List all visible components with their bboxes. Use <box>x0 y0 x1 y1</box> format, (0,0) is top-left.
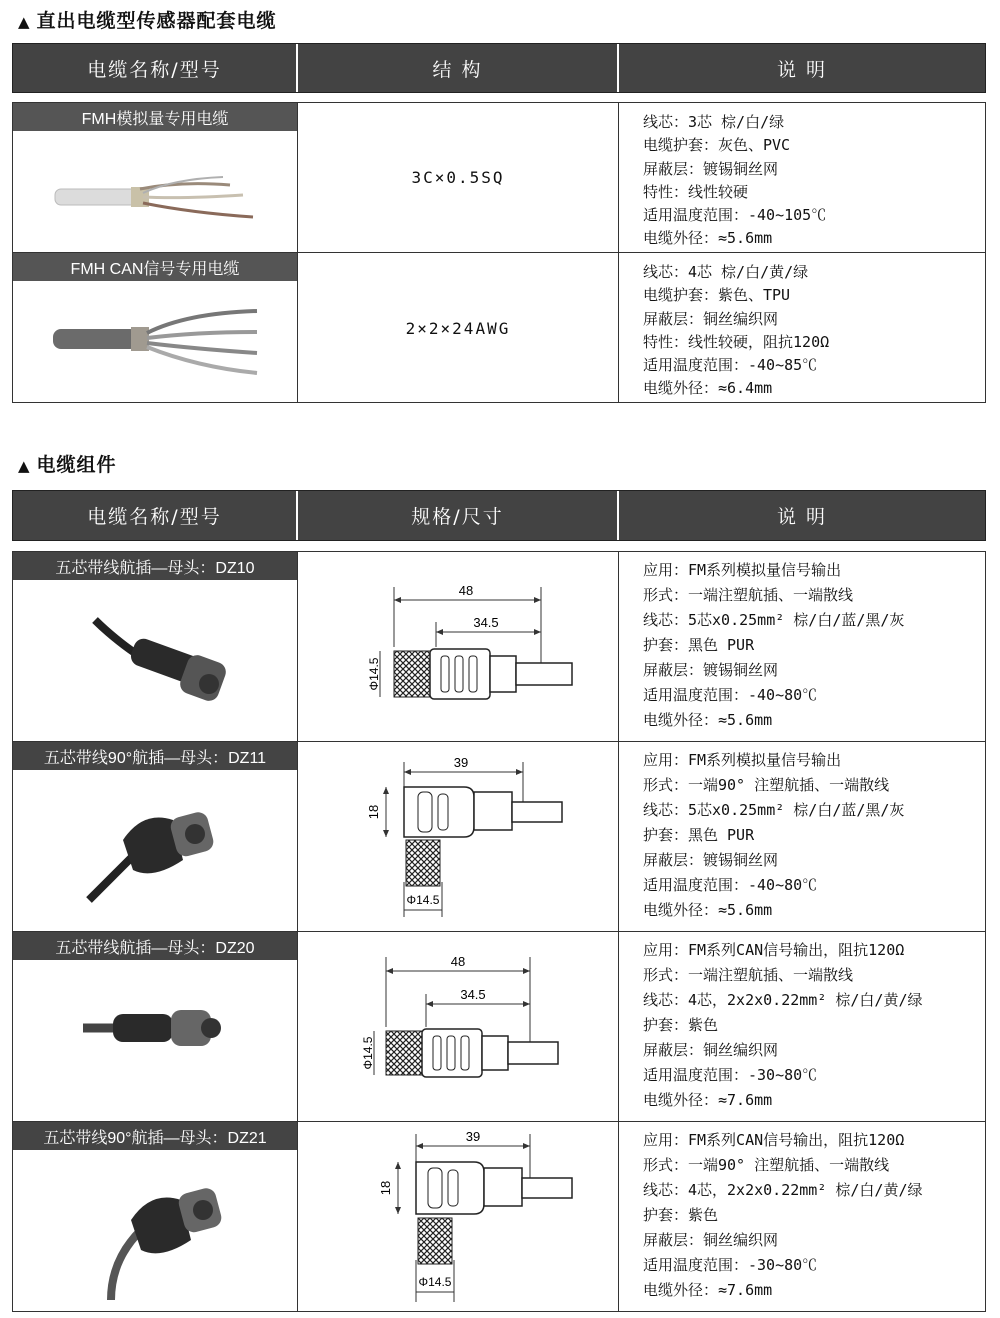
assembly-name: 五芯带线航插—母头：DZ10 <box>13 552 297 580</box>
cable-name: FMH CAN信号专用电缆 <box>13 253 297 281</box>
table-header-cable-assemblies <box>12 490 986 541</box>
table-row <box>13 1122 985 1312</box>
dim-overall: 39 <box>465 1129 481 1144</box>
assembly-description: 应用：FM系列模拟量信号输出 形式：一端90° 注塑航插、一端散线 线芯：5芯x0.25mm² 棕/白/蓝/黑/灰 护套：黑色 PUR 屏蔽层：镀锡铜丝网 适用温度范围：-40~80℃ 电缆外径：≈5.6mm <box>643 751 905 919</box>
dimension-drawing-dz11 <box>298 742 618 931</box>
triangle-icon: ▲ <box>18 457 31 475</box>
assembly-name: 五芯带线90°航插—母头：DZ11 <box>13 742 297 770</box>
header-dimensions: 规格/尺寸 <box>298 491 619 540</box>
dimension-drawing-dz10 <box>298 552 618 741</box>
table-row <box>13 253 985 403</box>
assembly-name: 五芯带线90°航插—母头：DZ21 <box>13 1122 297 1150</box>
header-structure: 结 构 <box>298 44 619 92</box>
table-cable-assemblies <box>12 551 986 1312</box>
dimension-drawing-dz20 <box>298 932 618 1121</box>
dim-overall: 39 <box>453 755 469 770</box>
assembly-description: 应用：FM系列CAN信号输出，阻抗120Ω 形式：一端90° 注塑航插、一端散线 线芯：4芯，2x2x0.22mm² 棕/白/黄/绿 护套：紫色 屏蔽层：铜丝编织网 适用温度范围：-30~80℃ 电缆外径：≈7.6mm <box>643 1131 923 1299</box>
header-name: 电缆名称/型号 <box>13 491 298 540</box>
cable-name: FMH模拟量专用电缆 <box>13 103 297 131</box>
connector-photo-dz11 <box>13 770 297 931</box>
table-header-sensor-cables <box>12 43 986 93</box>
connector-photo-dz10 <box>13 580 297 741</box>
header-description: 说 明 <box>776 506 828 528</box>
dim-body: 34.5 <box>460 987 486 1002</box>
table-row <box>13 932 985 1122</box>
dim-overall: 48 <box>458 583 474 598</box>
table-row <box>13 552 985 742</box>
dim-diameter: Φ14.5 <box>361 1036 375 1070</box>
table-row <box>13 742 985 932</box>
section-title-sensor-cables: ▲ 直出电缆型传感器配套电缆 <box>18 10 277 32</box>
connector-photo-dz21 <box>13 1150 297 1311</box>
cable-photo-fmh-can <box>13 281 297 402</box>
assembly-description: 应用：FM系列模拟量信号输出 形式：一端注塑航插、一端散线 线芯：5芯x0.25mm² 棕/白/蓝/黑/灰 护套：黑色 PUR 屏蔽层：镀锡铜丝网 适用温度范围：-40~80℃ 电缆外径：≈5.6mm <box>643 561 905 729</box>
dim-diameter: Φ14.5 <box>367 657 381 691</box>
header-name: 电缆名称/型号 <box>13 44 298 92</box>
cable-photo-fmh-analog <box>13 131 297 252</box>
dimension-drawing-dz21 <box>298 1122 618 1311</box>
table-sensor-cables <box>12 102 986 403</box>
cable-description: 线芯：4芯 棕/白/黄/绿 电缆护套：紫色、TPU 屏蔽层：铜丝编织网 特性：线性较硬，阻抗120Ω 适用温度范围：-40~85℃ 电缆外径：≈6.4mm <box>643 263 830 398</box>
header-description: 说 明 <box>776 58 828 81</box>
dim-diameter: Φ14.5 <box>418 1275 452 1289</box>
table-row <box>13 103 985 253</box>
connector-photo-dz20 <box>13 960 297 1121</box>
dim-height: 18 <box>366 804 381 820</box>
assembly-description: 应用：FM系列CAN信号输出，阻抗120Ω 形式：一端注塑航插、一端散线 线芯：4芯，2x2x0.22mm² 棕/白/黄/绿 护套：紫色 屏蔽层：铜丝编织网 适用温度范围：-30~80℃ 电缆外径：≈7.6mm <box>643 941 923 1109</box>
cable-structure: 3C×0.5SQ <box>411 168 505 187</box>
cable-structure: 2×2×24AWG <box>405 318 511 338</box>
triangle-icon: ▲ <box>18 13 31 31</box>
dim-body: 34.5 <box>473 615 499 630</box>
cable-description: 线芯：3芯 棕/白/绿 电缆护套：灰色、PVC 屏蔽层：镀锡铜丝网 特性：线性较硬 适用温度范围：-40~105℃ 电缆外径：≈5.6mm <box>643 113 827 248</box>
assembly-name: 五芯带线航插—母头：DZ20 <box>13 932 297 960</box>
dim-overall: 48 <box>450 954 466 969</box>
dim-diameter: Φ14.5 <box>406 893 440 907</box>
section-title-cable-assemblies: ▲ 电缆组件 <box>18 454 117 476</box>
dim-height: 18 <box>378 1180 393 1196</box>
